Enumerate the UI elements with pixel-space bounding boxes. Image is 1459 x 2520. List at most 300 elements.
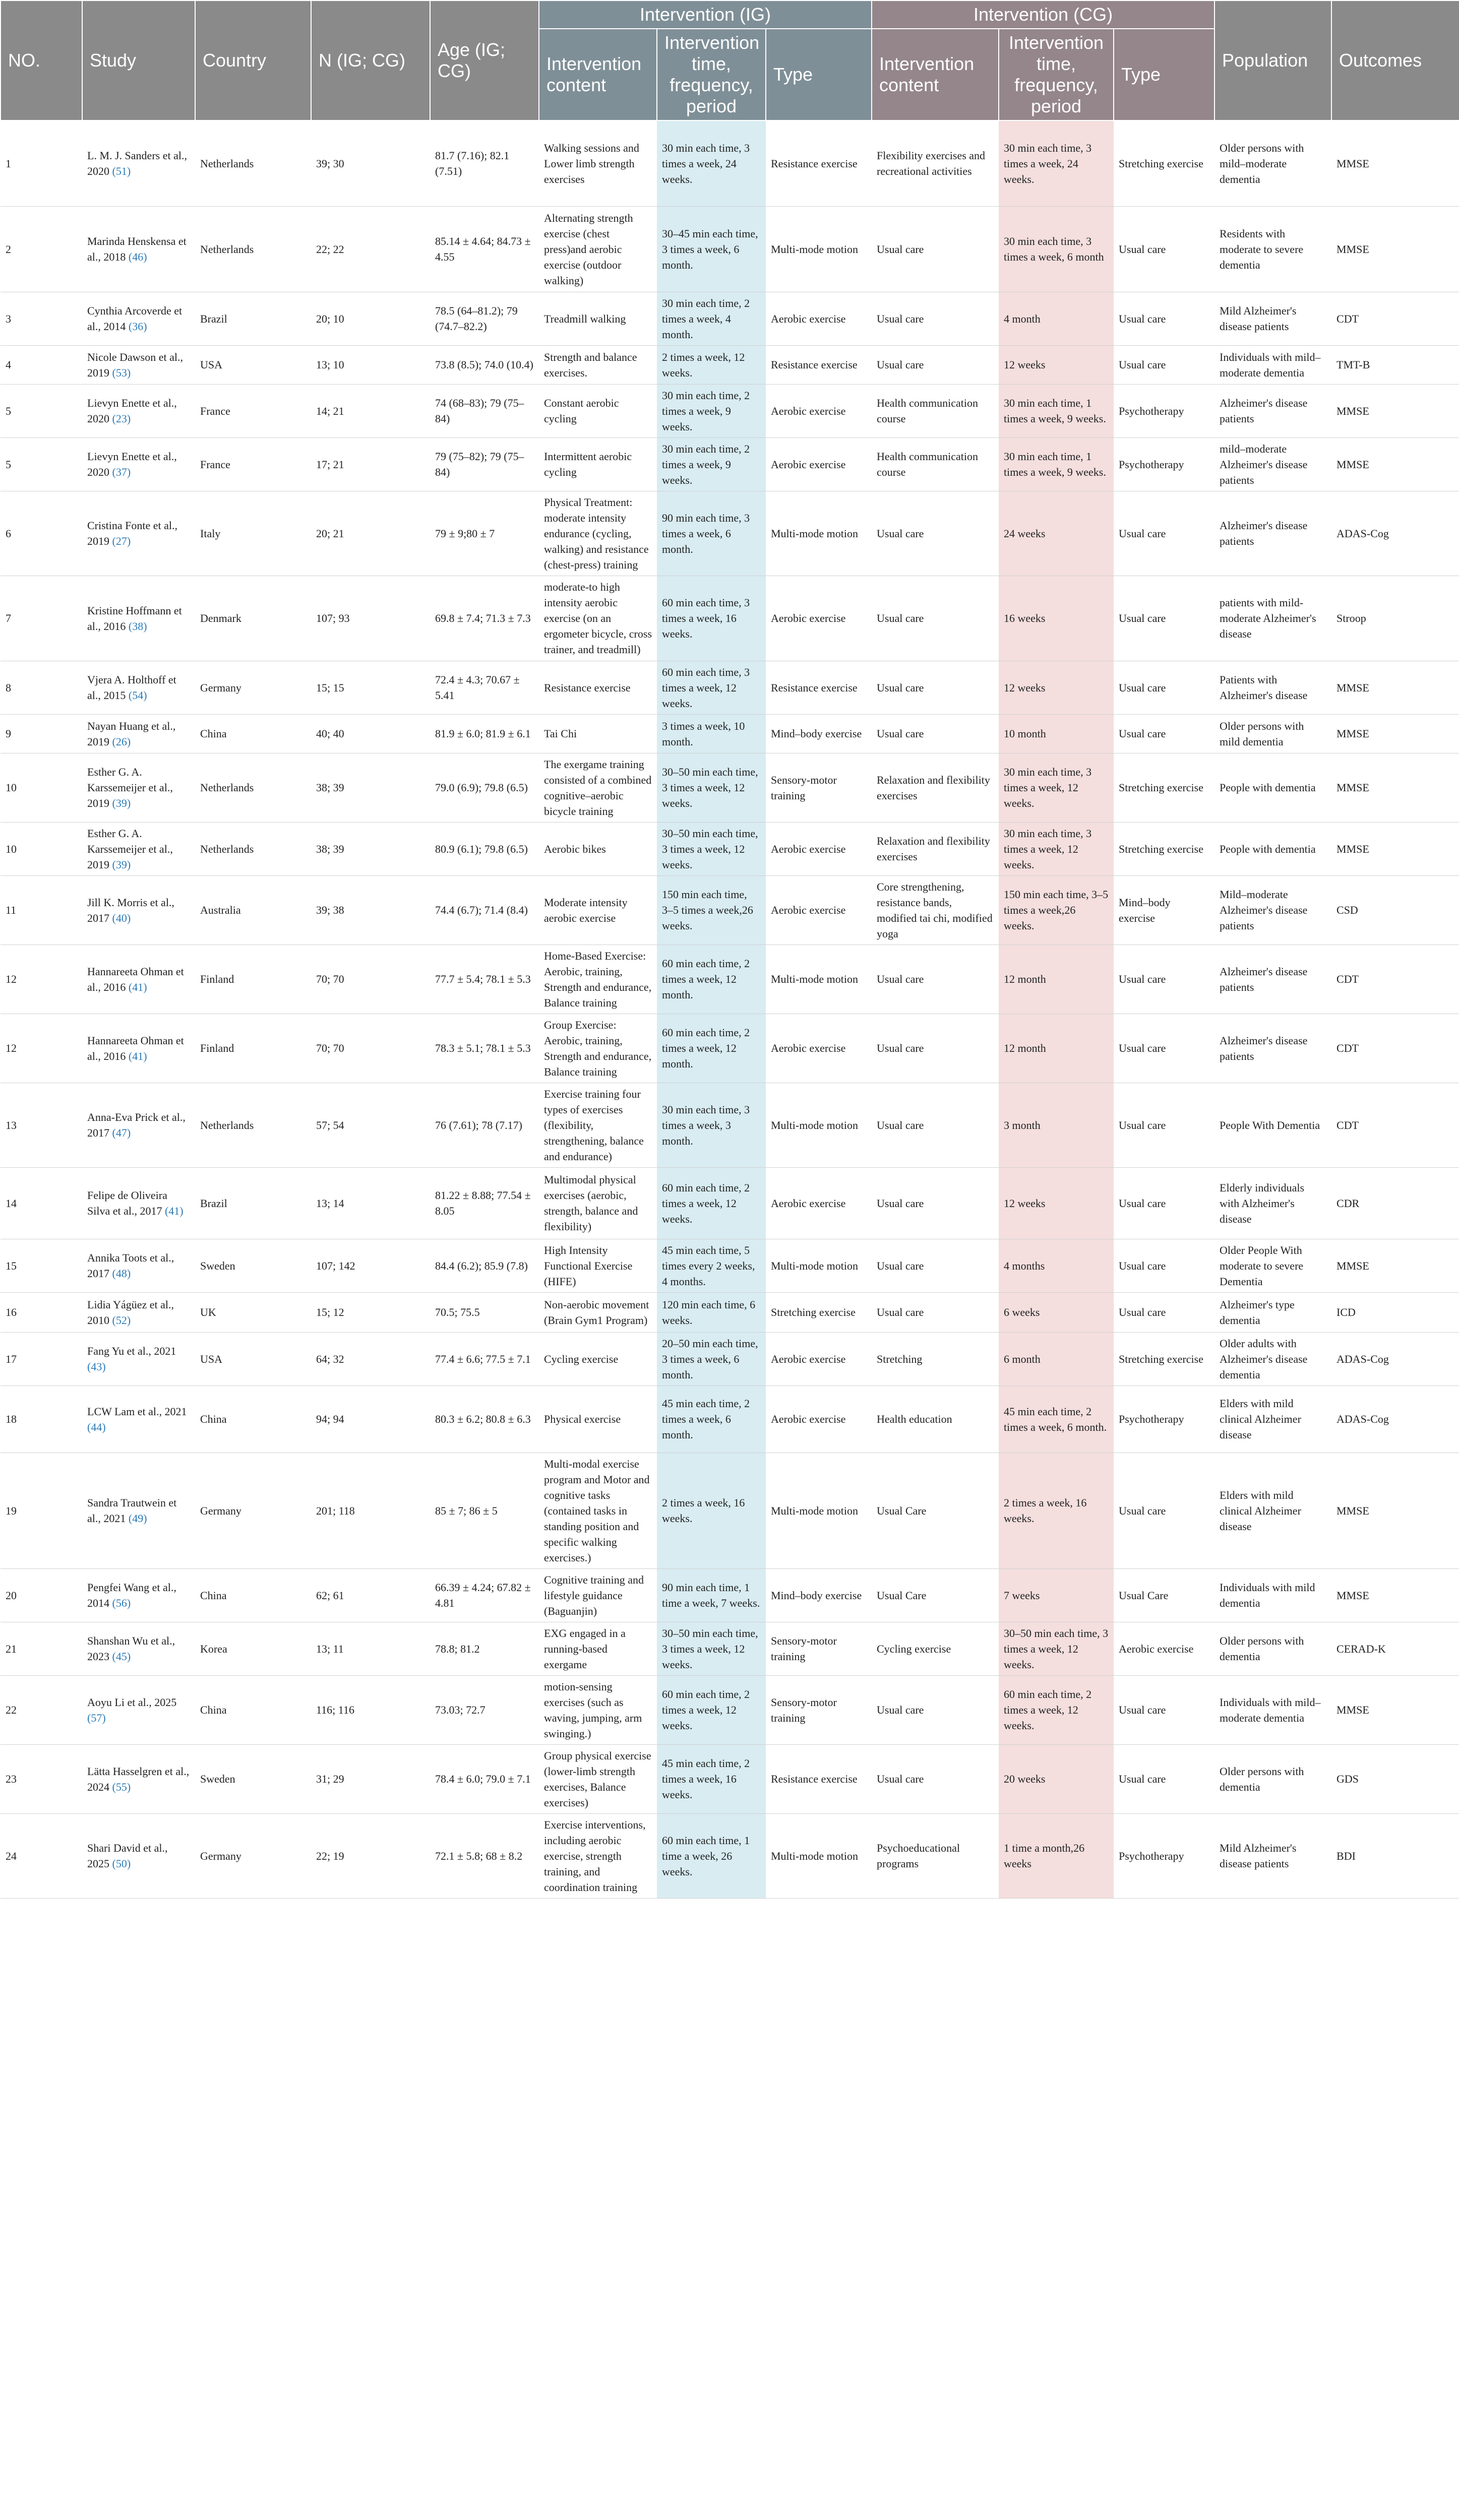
cell-n: 38; 39 (311, 822, 430, 875)
cell-n: 22; 19 (311, 1813, 430, 1898)
cell-country: Sweden (195, 1239, 311, 1292)
cell-ig-type: Resistance exercise (766, 1744, 872, 1813)
study-author: Anna-Eva Prick et al., 2017 (87, 1111, 186, 1139)
cell-ig-content: Walking sessions and Lower limb strength exercises (539, 120, 657, 206)
cell-cg-type: Usual care (1114, 292, 1214, 345)
cell-outcomes: MMSE (1331, 1675, 1459, 1744)
cell-ig-type: Multi-mode motion (766, 1083, 872, 1167)
header-country: Country (195, 1, 311, 120)
cell-ig-time: 60 min each time, 2 times a week, 12 month. (657, 1014, 766, 1083)
reference-link[interactable]: (52) (112, 1313, 131, 1327)
header-n: N (IG; CG) (311, 1, 430, 120)
cell-cg-time: 4 months (999, 1239, 1114, 1292)
reference-link[interactable]: (44) (87, 1420, 106, 1433)
cell-study (82, 206, 195, 292)
reference-link[interactable]: (39) (112, 797, 131, 809)
cell-ig-time: 3 times a week, 10 month. (657, 714, 766, 753)
cell-country: Sweden (195, 1744, 311, 1813)
cell-population: Individuals with mild dementia (1214, 1568, 1331, 1622)
study-author: Lievyn Enette et al., 2020 (87, 397, 177, 425)
cell-ig-type: Aerobic exercise (766, 384, 872, 437)
cell-cg-type: Stretching exercise (1114, 822, 1214, 875)
cell-country: China (195, 1568, 311, 1622)
cell-population: Elderly individuals with Alzheimer's disease (1214, 1167, 1331, 1239)
cell-cg-content: Usual care (872, 576, 999, 661)
cell-country: Finland (195, 1014, 311, 1083)
header-no: NO. (1, 1, 82, 120)
cell-no: 16 (1, 1292, 82, 1332)
cell-study (82, 1385, 195, 1453)
cell-study (82, 822, 195, 875)
cell-outcomes: MMSE (1331, 714, 1459, 753)
cell-ig-time: 60 min each time, 2 times a week, 12 weeks. (657, 1167, 766, 1239)
table-row (1, 1167, 1459, 1239)
cell-ig-time: 60 min each time, 2 times a week, 12 month. (657, 944, 766, 1014)
table-row (1, 345, 1459, 384)
cell-no: 9 (1, 714, 82, 753)
cell-n: 13; 10 (311, 345, 430, 384)
cell-cg-type: Usual care (1114, 714, 1214, 753)
study-author: Cristina Fonte et al., 2019 (87, 519, 178, 547)
cell-cg-type: Usual care (1114, 1014, 1214, 1083)
cell-outcomes: MMSE (1331, 206, 1459, 292)
cell-outcomes: ADAS-Cog (1331, 491, 1459, 576)
cell-study (82, 1167, 195, 1239)
cell-cg-content: Health education (872, 1385, 999, 1453)
study-author: Esther G. A. Karssemeijer et al., 2019 (87, 827, 173, 871)
cell-no: 5 (1, 384, 82, 437)
header-population: Population (1214, 1, 1331, 120)
header-age: Age (IG; CG) (430, 1, 539, 120)
cell-population: Older persons with dementia (1214, 1622, 1331, 1675)
cell-ig-time: 45 min each time, 2 times a week, 16 weeks. (657, 1744, 766, 1813)
study-author: Aoyu Li et al., 2025 (87, 1695, 177, 1709)
cell-outcomes: Stroop (1331, 576, 1459, 661)
header-study: Study (82, 1, 195, 120)
study-author: LCW Lam et al., 2021 (87, 1405, 187, 1418)
cell-n: 20; 10 (311, 292, 430, 345)
cell-age: 77.7 ± 5.4; 78.1 ± 5.3 (430, 944, 539, 1014)
cell-no: 15 (1, 1239, 82, 1292)
cell-cg-time: 20 weeks (999, 1744, 1114, 1813)
cell-cg-time: 24 weeks (999, 491, 1114, 576)
cell-no: 2 (1, 206, 82, 292)
cell-ig-type: Resistance exercise (766, 345, 872, 384)
reference-link[interactable]: (49) (128, 1512, 147, 1525)
cell-outcomes: MMSE (1331, 1568, 1459, 1622)
cell-population: mild–moderate Alzheimer's disease patients (1214, 437, 1331, 491)
cell-cg-time: 12 weeks (999, 345, 1114, 384)
cell-country: Germany (195, 1453, 311, 1568)
cell-ig-type: Aerobic exercise (766, 1332, 872, 1385)
cell-cg-content: Usual care (872, 1675, 999, 1744)
cell-ig-content: EXG engaged in a running-based exergame (539, 1622, 657, 1675)
header-cg-time: Intervention time, frequency, period (999, 29, 1114, 120)
cell-cg-time: 30 min each time, 3 times a week, 6 month (999, 206, 1114, 292)
cell-cg-content: Usual care (872, 1083, 999, 1167)
table-row (1, 822, 1459, 875)
cell-cg-type: Psychotherapy (1114, 437, 1214, 491)
cell-ig-type: Mind–body exercise (766, 1568, 872, 1622)
cell-cg-type: Usual care (1114, 1083, 1214, 1167)
cell-n: 20; 21 (311, 491, 430, 576)
cell-cg-time: 30 min each time, 1 times a week, 9 weeks. (999, 437, 1114, 491)
cell-ig-time: 45 min each time, 2 times a week, 6 month. (657, 1385, 766, 1453)
cell-ig-content: Cycling exercise (539, 1332, 657, 1385)
header-outcomes: Outcomes (1331, 1, 1459, 120)
study-author: Jill K. Morris et al., 2017 (87, 896, 174, 924)
cell-cg-type: Usual care (1114, 1292, 1214, 1332)
cell-ig-type: Multi-mode motion (766, 1813, 872, 1898)
study-author: Marinda Henskensa et al., 2018 (87, 235, 187, 263)
cell-no: 19 (1, 1453, 82, 1568)
reference-link[interactable]: (23) (112, 412, 131, 425)
cell-age: 69.8 ± 7.4; 71.3 ± 7.3 (430, 576, 539, 661)
cell-outcomes: MMSE (1331, 822, 1459, 875)
cell-age: 78.8; 81.2 (430, 1622, 539, 1675)
cell-ig-content: Cognitive training and lifestyle guidance (Baguanjin) (539, 1568, 657, 1622)
cell-ig-time: 45 min each time, 5 times every 2 weeks, 4 months. (657, 1239, 766, 1292)
reference-link[interactable]: (27) (112, 535, 131, 547)
study-author: Shanshan Wu et al., 2023 (87, 1634, 175, 1663)
table-row (1, 1292, 1459, 1332)
cell-study (82, 1675, 195, 1744)
cell-population: Patients with Alzheimer's disease (1214, 661, 1331, 714)
cell-ig-time: 60 min each time, 1 time a week, 26 weeks. (657, 1813, 766, 1898)
cell-population: Mild Alzheimer's disease patients (1214, 1813, 1331, 1898)
cell-ig-type: Multi-mode motion (766, 491, 872, 576)
cell-age: 85.14 ± 4.64; 84.73 ± 4.55 (430, 206, 539, 292)
cell-cg-type: Usual care (1114, 661, 1214, 714)
cell-outcomes: CDT (1331, 292, 1459, 345)
cell-ig-type: Sensory-motor training (766, 1622, 872, 1675)
cell-cg-time: 16 weeks (999, 576, 1114, 661)
cell-no: 13 (1, 1083, 82, 1167)
cell-ig-content: Home-Based Exercise: Aerobic, training, Strength and endurance, Balance training (539, 944, 657, 1014)
cell-country: France (195, 384, 311, 437)
reference-link[interactable]: (40) (112, 911, 131, 924)
cell-country: Korea (195, 1622, 311, 1675)
cell-cg-type: Usual care (1114, 944, 1214, 1014)
cell-population: Older persons with dementia (1214, 1744, 1331, 1813)
cell-ig-time: 30 min each time, 3 times a week, 24 weeks. (657, 120, 766, 206)
reference-link[interactable]: (26) (112, 735, 131, 748)
cell-cg-time: 150 min each time, 3–5 times a week,26 weeks. (999, 875, 1114, 944)
cell-cg-time: 30 min each time, 1 times a week, 9 weeks. (999, 384, 1114, 437)
cell-ig-content: Intermittent aerobic cycling (539, 437, 657, 491)
cell-ig-content: motion-sensing exercises (such as waving, jumping, arm swinging.) (539, 1675, 657, 1744)
cell-outcomes: CDT (1331, 944, 1459, 1014)
cell-ig-content: Exercise training four types of exercises (flexibility, strengthening, balance and endurance) (539, 1083, 657, 1167)
cell-cg-type: Usual care (1114, 1167, 1214, 1239)
cell-ig-content: Non-aerobic movement (Brain Gym1 Program) (539, 1292, 657, 1332)
table-header (1, 1, 1459, 120)
cell-cg-time: 45 min each time, 2 times a week, 6 month. (999, 1385, 1114, 1453)
cell-ig-type: Multi-mode motion (766, 206, 872, 292)
reference-link[interactable]: (51) (112, 165, 131, 178)
cell-population: Older persons with mild–moderate dementia (1214, 120, 1331, 206)
cell-study (82, 437, 195, 491)
cell-ig-content: Physical Treatment: moderate intensity endurance (cycling, walking) and resistance (chest-press) training (539, 491, 657, 576)
cell-country: Netherlands (195, 1083, 311, 1167)
cell-no: 21 (1, 1622, 82, 1675)
cell-study (82, 576, 195, 661)
cell-study (82, 875, 195, 944)
cell-no: 3 (1, 292, 82, 345)
reference-link[interactable]: (41) (128, 980, 147, 993)
cell-cg-time: 1 time a month,26 weeks (999, 1813, 1114, 1898)
cell-country: Italy (195, 491, 311, 576)
table-row (1, 944, 1459, 1014)
table-row (1, 661, 1459, 714)
cell-cg-type: Psychotherapy (1114, 1385, 1214, 1453)
study-author: Esther G. A. Karssemeijer et al., 2019 (87, 766, 173, 809)
cell-cg-content: Usual care (872, 661, 999, 714)
table-row (1, 1239, 1459, 1292)
reference-link[interactable]: (37) (112, 466, 131, 478)
cell-cg-time: 12 month (999, 1014, 1114, 1083)
cell-cg-content: Usual care (872, 292, 999, 345)
table-body (1, 120, 1459, 1898)
cell-no: 6 (1, 491, 82, 576)
cell-ig-content: Alternating strength exercise (chest press)and aerobic exercise (outdoor walking) (539, 206, 657, 292)
cell-cg-time: 12 weeks (999, 1167, 1114, 1239)
cell-country: Australia (195, 875, 311, 944)
cell-cg-content: Usual care (872, 944, 999, 1014)
header-intervention-ig: Intervention (IG) (539, 1, 872, 29)
cell-no: 4 (1, 345, 82, 384)
cell-outcomes: MMSE (1331, 753, 1459, 822)
cell-ig-time: 30 min each time, 2 times a week, 9 weeks. (657, 437, 766, 491)
cell-ig-content: Exercise interventions, including aerobic exercise, strength training, and coordination training (539, 1813, 657, 1898)
study-author: Nayan Huang et al., 2019 (87, 719, 176, 748)
cell-population: patients with mild-moderate Alzheimer's disease (1214, 576, 1331, 661)
cell-study (82, 120, 195, 206)
table-row (1, 206, 1459, 292)
study-author: Sandra Trautwein et al., 2021 (87, 1496, 177, 1525)
cell-ig-content: Resistance exercise (539, 661, 657, 714)
cell-age: 70.5; 75.5 (430, 1292, 539, 1332)
study-author: Annika Toots et al., 2017 (87, 1251, 174, 1280)
cell-age: 74 (68–83); 79 (75–84) (430, 384, 539, 437)
cell-age: 80.9 (6.1); 79.8 (6.5) (430, 822, 539, 875)
cell-age: 81.9 ± 6.0; 81.9 ± 6.1 (430, 714, 539, 753)
cell-n: 15; 15 (311, 661, 430, 714)
cell-study (82, 345, 195, 384)
reference-link[interactable]: (45) (112, 1650, 131, 1663)
cell-age: 78.4 ± 6.0; 79.0 ± 7.1 (430, 1744, 539, 1813)
cell-ig-content: Moderate intensity aerobic exercise (539, 875, 657, 944)
table-row (1, 1332, 1459, 1385)
cell-ig-time: 60 min each time, 3 times a week, 12 weeks. (657, 661, 766, 714)
reference-link[interactable]: (53) (112, 366, 131, 379)
cell-ig-time: 2 times a week, 12 weeks. (657, 345, 766, 384)
cell-n: 14; 21 (311, 384, 430, 437)
cell-outcomes: MMSE (1331, 437, 1459, 491)
cell-cg-time: 12 weeks (999, 661, 1114, 714)
cell-ig-time: 60 min each time, 2 times a week, 12 weeks. (657, 1675, 766, 1744)
cell-population: Alzheimer's disease patients (1214, 491, 1331, 576)
cell-ig-type: Multi-mode motion (766, 1453, 872, 1568)
cell-ig-content: Multi-modal exercise program and Motor and cognitive tasks (contained tasks in standing position and specific walking exercises.) (539, 1453, 657, 1568)
cell-n: 38; 39 (311, 753, 430, 822)
cell-ig-time: 30 min each time, 2 times a week, 4 month. (657, 292, 766, 345)
cell-study (82, 1332, 195, 1385)
reference-link[interactable]: (50) (112, 1857, 131, 1870)
cell-outcomes: ADAS-Cog (1331, 1332, 1459, 1385)
table-row (1, 1813, 1459, 1898)
table-row (1, 714, 1459, 753)
cell-ig-time: 30 min each time, 2 times a week, 9 weeks. (657, 384, 766, 437)
study-author: Vjera A. Holthoff et al., 2015 (87, 673, 176, 702)
cell-study (82, 384, 195, 437)
cell-ig-type: Aerobic exercise (766, 437, 872, 491)
cell-no: 23 (1, 1744, 82, 1813)
cell-age: 78.3 ± 5.1; 78.1 ± 5.3 (430, 1014, 539, 1083)
cell-ig-type: Mind–body exercise (766, 714, 872, 753)
cell-cg-time: 10 month (999, 714, 1114, 753)
cell-n: 116; 116 (311, 1675, 430, 1744)
cell-study (82, 1014, 195, 1083)
cell-cg-content: Usual care (872, 1292, 999, 1332)
cell-cg-time: 30–50 min each time, 3 times a week, 12 weeks. (999, 1622, 1114, 1675)
cell-cg-type: Stretching exercise (1114, 120, 1214, 206)
header-cg-type: Type (1114, 29, 1214, 120)
cell-ig-type: Sensory-motor training (766, 753, 872, 822)
cell-cg-type: Usual care (1114, 576, 1214, 661)
cell-outcomes: BDI (1331, 1813, 1459, 1898)
cell-study (82, 1083, 195, 1167)
cell-country: Brazil (195, 292, 311, 345)
cell-outcomes: CSD (1331, 875, 1459, 944)
study-author: Lidia Yágüez et al., 2010 (87, 1298, 174, 1327)
reference-link[interactable]: (41) (164, 1205, 184, 1217)
cell-outcomes: CDT (1331, 1083, 1459, 1167)
reference-link[interactable]: (43) (87, 1360, 106, 1373)
cell-n: 62; 61 (311, 1568, 430, 1622)
cell-n: 13; 11 (311, 1622, 430, 1675)
cell-ig-time: 30–50 min each time, 3 times a week, 12 weeks. (657, 822, 766, 875)
table-row (1, 1568, 1459, 1622)
cell-cg-time: 3 month (999, 1083, 1114, 1167)
cell-n: 40; 40 (311, 714, 430, 753)
reference-link[interactable]: (47) (112, 1126, 131, 1139)
cell-cg-time: 6 month (999, 1332, 1114, 1385)
cell-ig-time: 2 times a week, 16 weeks. (657, 1453, 766, 1568)
cell-ig-time: 150 min each time, 3–5 times a week,26 weeks. (657, 875, 766, 944)
study-author: Felipe de Oliveira Silva et al., 2017 (87, 1189, 167, 1217)
cell-population: Alzheimer's type dementia (1214, 1292, 1331, 1332)
cell-ig-time: 90 min each time, 1 time a week, 7 weeks. (657, 1568, 766, 1622)
cell-cg-content: Usual Care (872, 1453, 999, 1568)
cell-country: USA (195, 1332, 311, 1385)
cell-no: 1 (1, 120, 82, 206)
cell-cg-time: 12 month (999, 944, 1114, 1014)
cell-no: 10 (1, 822, 82, 875)
table-row (1, 1014, 1459, 1083)
reference-link[interactable]: (39) (112, 858, 131, 871)
study-author: Hannareeta Ohman et al., 2016 (87, 965, 184, 993)
cell-study (82, 1568, 195, 1622)
cell-ig-time: 90 min each time, 3 times a week, 6 month. (657, 491, 766, 576)
table-row (1, 1622, 1459, 1675)
cell-cg-type: Psychotherapy (1114, 1813, 1214, 1898)
cell-ig-time: 120 min each time, 6 weeks. (657, 1292, 766, 1332)
reference-link[interactable]: (41) (128, 1049, 147, 1062)
cell-n: 70; 70 (311, 1014, 430, 1083)
reference-link[interactable]: (46) (128, 250, 147, 263)
cell-cg-type: Usual care (1114, 1744, 1214, 1813)
cell-no: 7 (1, 576, 82, 661)
cell-population: Elders with mild clinical Alzheimer disease (1214, 1453, 1331, 1568)
cell-ig-type: Multi-mode motion (766, 944, 872, 1014)
cell-ig-content: High Intensity Functional Exercise (HIFE) (539, 1239, 657, 1292)
cell-ig-content: Group Exercise: Aerobic, training, Strength and endurance, Balance training (539, 1014, 657, 1083)
cell-outcomes: ADAS-Cog (1331, 1385, 1459, 1453)
cell-n: 39; 30 (311, 120, 430, 206)
cell-population: Older adults with Alzheimer's disease dementia (1214, 1332, 1331, 1385)
cell-no: 11 (1, 875, 82, 944)
reference-link[interactable]: (48) (112, 1267, 131, 1280)
header-intervention-cg: Intervention (CG) (872, 1, 1214, 29)
cell-cg-content: Flexibility exercises and recreational activities (872, 120, 999, 206)
cell-population: Mild Alzheimer's disease patients (1214, 292, 1331, 345)
reference-link[interactable]: (55) (112, 1780, 131, 1793)
cell-cg-content: Relaxation and flexibility exercises (872, 822, 999, 875)
reference-link[interactable]: (36) (128, 320, 147, 333)
cell-cg-time: 60 min each time, 2 times a week, 12 weeks. (999, 1675, 1114, 1744)
cell-country: Finland (195, 944, 311, 1014)
reference-link[interactable]: (57) (87, 1711, 106, 1724)
table-row (1, 1083, 1459, 1167)
cell-ig-type: Aerobic exercise (766, 875, 872, 944)
cell-ig-time: 30 min each time, 3 times a week, 3 month. (657, 1083, 766, 1167)
cell-age: 79 (75–82); 79 (75–84) (430, 437, 539, 491)
header-ig-content: Intervention content (539, 29, 657, 120)
cell-cg-content: Health communication course (872, 384, 999, 437)
cell-cg-time: 30 min each time, 3 times a week, 24 weeks. (999, 120, 1114, 206)
reference-link[interactable]: (54) (128, 689, 147, 702)
cell-ig-content: Tai Chi (539, 714, 657, 753)
cell-ig-content: Physical exercise (539, 1385, 657, 1453)
cell-ig-type: Aerobic exercise (766, 1014, 872, 1083)
cell-cg-type: Aerobic exercise (1114, 1622, 1214, 1675)
cell-country: UK (195, 1292, 311, 1332)
cell-ig-type: Aerobic exercise (766, 1167, 872, 1239)
cell-no: 10 (1, 753, 82, 822)
study-author: Hannareeta Ohman et al., 2016 (87, 1034, 184, 1062)
cell-no: 12 (1, 944, 82, 1014)
cell-population: Mild–moderate Alzheimer's disease patients (1214, 875, 1331, 944)
cell-ig-content: Strength and balance exercises. (539, 345, 657, 384)
reference-link[interactable]: (38) (128, 619, 147, 633)
cell-age: 79 ± 9;80 ± 7 (430, 491, 539, 576)
cell-no: 20 (1, 1568, 82, 1622)
cell-ig-type: Resistance exercise (766, 120, 872, 206)
study-author: Fang Yu et al., 2021 (87, 1345, 176, 1357)
cell-ig-content: moderate-to high intensity aerobic exercise (on an ergometer bicycle, cross trainer, and treadmill) (539, 576, 657, 661)
cell-country: France (195, 437, 311, 491)
cell-ig-content: Group physical exercise (lower-limb strength exercises, Balance exercises) (539, 1744, 657, 1813)
cell-cg-time: 7 weeks (999, 1568, 1114, 1622)
cell-n: 22; 22 (311, 206, 430, 292)
cell-cg-type: Usual care (1114, 1453, 1214, 1568)
cell-age: 66.39 ± 4.24; 67.82 ± 4.81 (430, 1568, 539, 1622)
cell-cg-time: 4 month (999, 292, 1114, 345)
cell-outcomes: MMSE (1331, 120, 1459, 206)
cell-cg-content: Usual care (872, 1014, 999, 1083)
reference-link[interactable]: (56) (112, 1597, 131, 1609)
